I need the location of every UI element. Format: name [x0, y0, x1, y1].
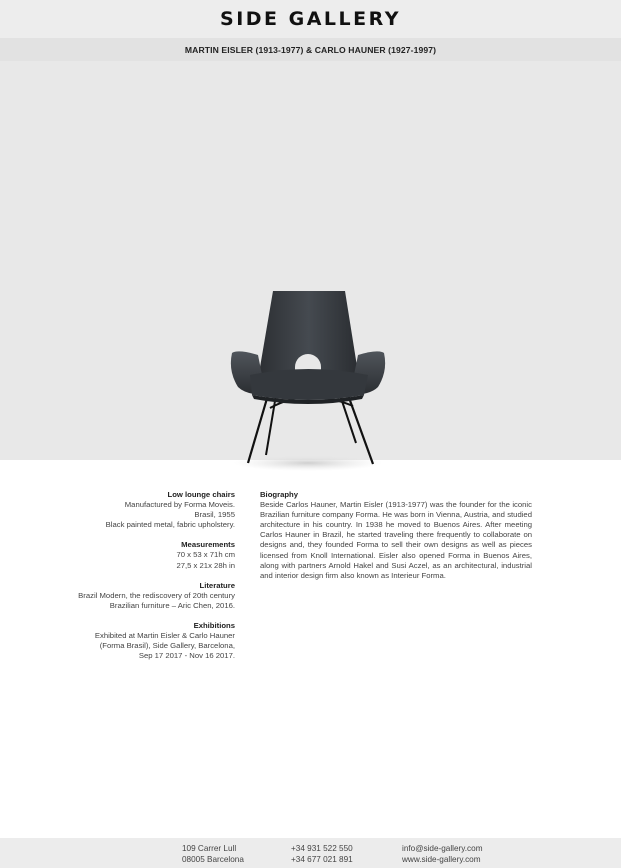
exhibition-line: Exhibited at Martin Eisler & Carlo Hauner [94, 631, 235, 641]
footer-phones [291, 843, 353, 865]
exhibition-line: Sep 17 2017 - Nov 16 2017. [138, 651, 235, 661]
phone-line: +34 677 021 891 [291, 855, 353, 864]
website-link[interactable]: www.side-gallery.com [402, 855, 481, 864]
item-line: Manufactured by Forma Moveis. [124, 500, 235, 510]
footer-web [402, 843, 483, 865]
literature-block [40, 581, 235, 611]
exhibition-line: (Forma Brasil), Side Gallery, Barcelona, [99, 641, 235, 651]
item-line: Black painted metal, fabric upholstery. [105, 520, 235, 530]
biography-column [260, 490, 532, 581]
footer-bar [0, 838, 621, 868]
exhibitions-title: Exhibitions [193, 620, 235, 630]
details-column [40, 490, 235, 671]
artist-bar [0, 38, 621, 61]
address-line: 08005 Barcelona [182, 855, 244, 864]
item-title: Low lounge chairs [167, 490, 235, 499]
product-photo [0, 61, 621, 460]
biography-title: Biography [260, 490, 299, 499]
address-line: 109 Carrer Lull [182, 844, 237, 853]
header-bar [0, 0, 621, 38]
measurements-block [40, 540, 235, 570]
measurement-line: 70 x 53 x 71h cm [176, 550, 235, 560]
biography-text: Beside Carlos Hauner, Martin Eisler (1913-1977) was the founder for the iconic Brazilian furniture company Forma. He was born in Vienna, Austria, and studied architecture in his country. In 1938 he moved to Buenos Aires. After meeting Carlos Hauner in Brazil, he started traveling there frequently to collaborate on designs and, they founded Forma to sell their own designs as well as pieces licensed from Knoll International. Eisler also opened Forma in Buenos Aires, along with partners Arnold Hakel and Susi Aczel, as an architectural, industrial and interior design firm also known as Interieur Forma. [260, 500, 532, 580]
measurements-title: Measurements [181, 540, 235, 550]
brand-logo: SIDE GALLERY [220, 8, 401, 30]
measurement-line: 27,5 x 21x 28h in [176, 560, 235, 570]
footer-address [182, 843, 244, 865]
email-link[interactable]: info@side-gallery.com [402, 844, 483, 853]
item-block [40, 490, 235, 530]
item-line: Brasil, 1955 [194, 510, 235, 520]
literature-line: Brazilian furniture – Aric Chen, 2016. [109, 600, 235, 610]
literature-line: Brazil Modern, the rediscovery of 20th century [78, 590, 235, 600]
phone-line: +34 931 522 550 [291, 844, 353, 853]
exhibitions-block [40, 621, 235, 661]
artist-title: MARTIN EISLER (1913-1977) & CARLO HAUNER (1927-1997) [184, 44, 437, 55]
literature-title: Literature [199, 580, 235, 590]
lounge-chair-image [218, 283, 398, 473]
